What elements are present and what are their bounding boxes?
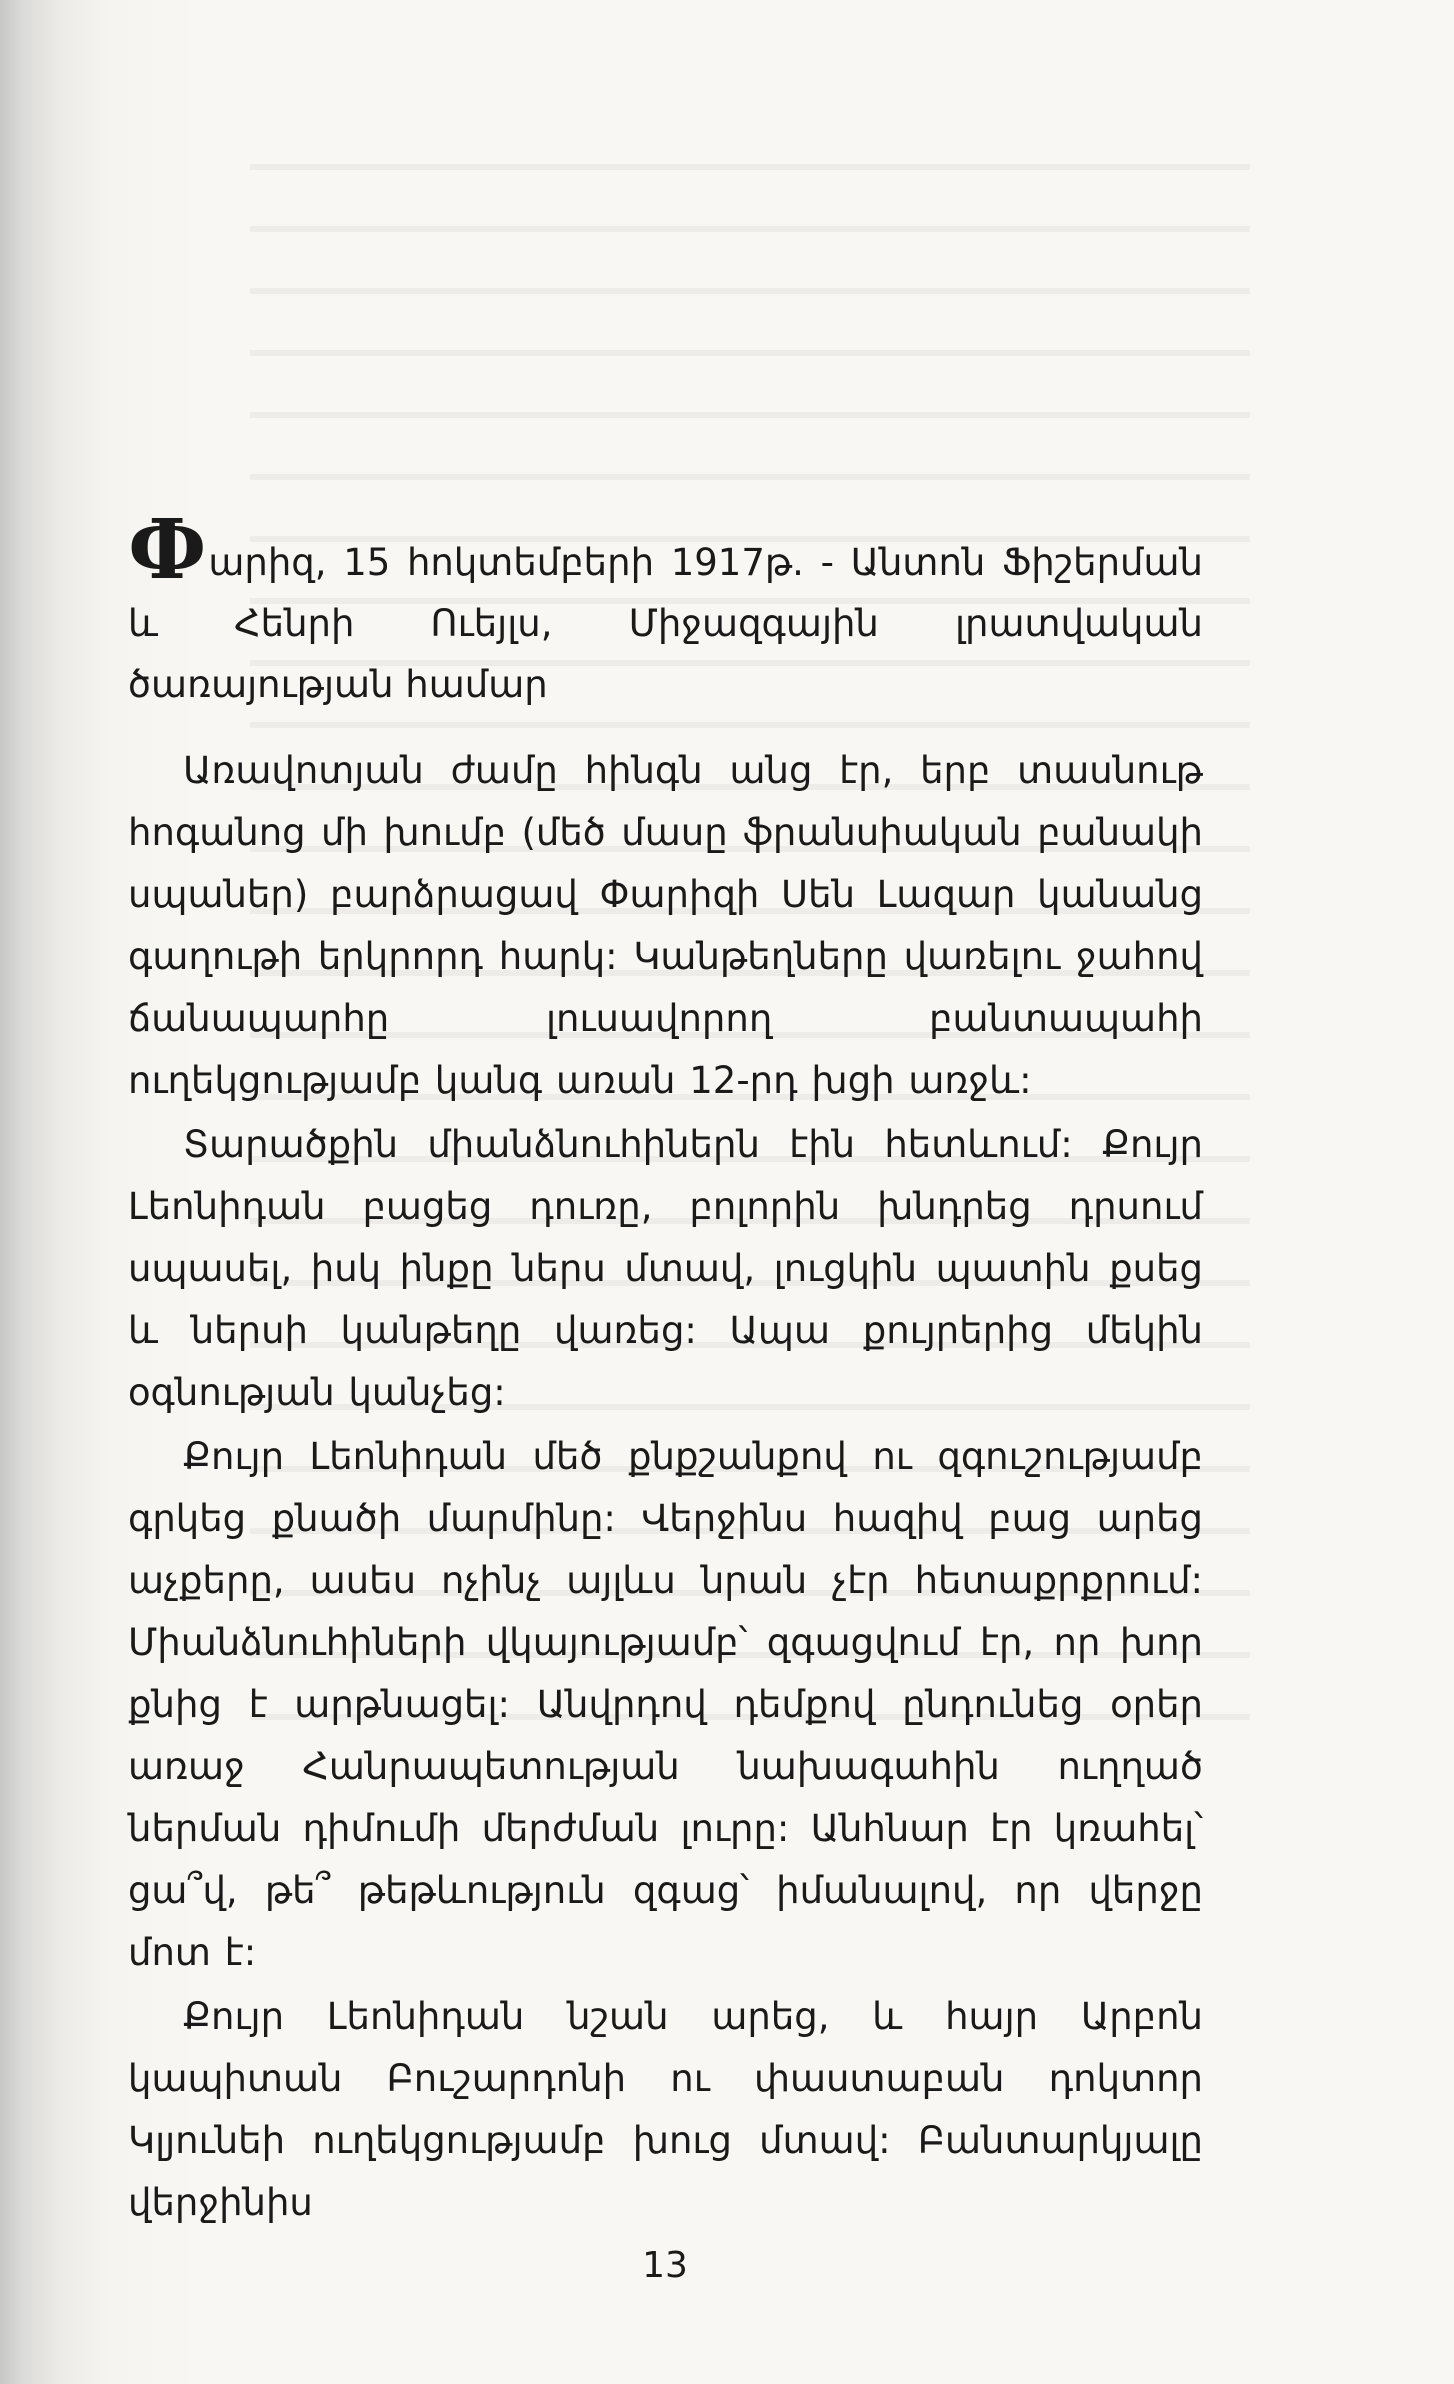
paragraph-3: Քույր Լեոնիդան մեծ քնքշանքով ու զգուշությամբ գրկեց քնածի մարմինը: Վերջինս հազիվ բաց արեց աչքերը, ասես ոչինչ այլևս նրան չէր հետաքրքրում: Միանձնուհիների վկայությամբ՝ զգացվում էր, որ խոր քնից է արթնացել: Անվրդով դեմքով ընդունեց օրեր առաջ Հանրապետության նախագահին ուղղած ներման դիմումի մերժման լուրը: Անհնար էր կռահել՝ ցա՞վ, թե՞ թեթևություն զգաց՝ իմանալով, որ վերջը մոտ է: [128, 1435, 1203, 1974]
page-number: 13 [642, 2245, 688, 2286]
body-text [128, 502, 1203, 2236]
paragraph-2: Տարածքին միանձնուհիներն էին հետևում: Քույր Լեոնիդան բացեց դուռը, բոլորին խնդրեց դրսում սպասել, իսկ ինքը ներս մտավ, լուցկին պատին քսեց և ներսի կանթեղը վառեց: Ապա քույրերից մեկին օգնության կանչեց: [128, 1123, 1203, 1414]
dateline-text: արիզ, 15 հոկտեմբերի 1917թ. - Անտոն Ֆիշերման և Հենրի Ուեյլս, Միջազգային լրատվական ծառայության համար [128, 541, 1203, 706]
paragraph-1: Առավոտյան ժամը հինգն անց էր, երբ տասնութ հոգանոց մի խումբ (մեծ մասը ֆրանսիական բանակի սպաներ) բարձրացավ Փարիզի Սեն Լազար կանանց գաղութի երկրորդ հարկ: Կանթեղները վառելու ջահով ճանապարհը լուսավորող բանտապահի ուղեկցությամբ կանգ առան 12-րդ խցի առջև: [128, 749, 1203, 1102]
paragraph-4: Քույր Լեոնիդան նշան արեց, և հայր Արբոն կապիտան Բուշարդոնի ու փաստաբան դոկտոր Կլյունեի ուղեկցությամբ խուց մտավ: Բանտարկյալը վերջինիս [128, 1995, 1203, 2224]
drop-cap: Փ [128, 502, 207, 598]
dateline-heading [128, 502, 1203, 715]
